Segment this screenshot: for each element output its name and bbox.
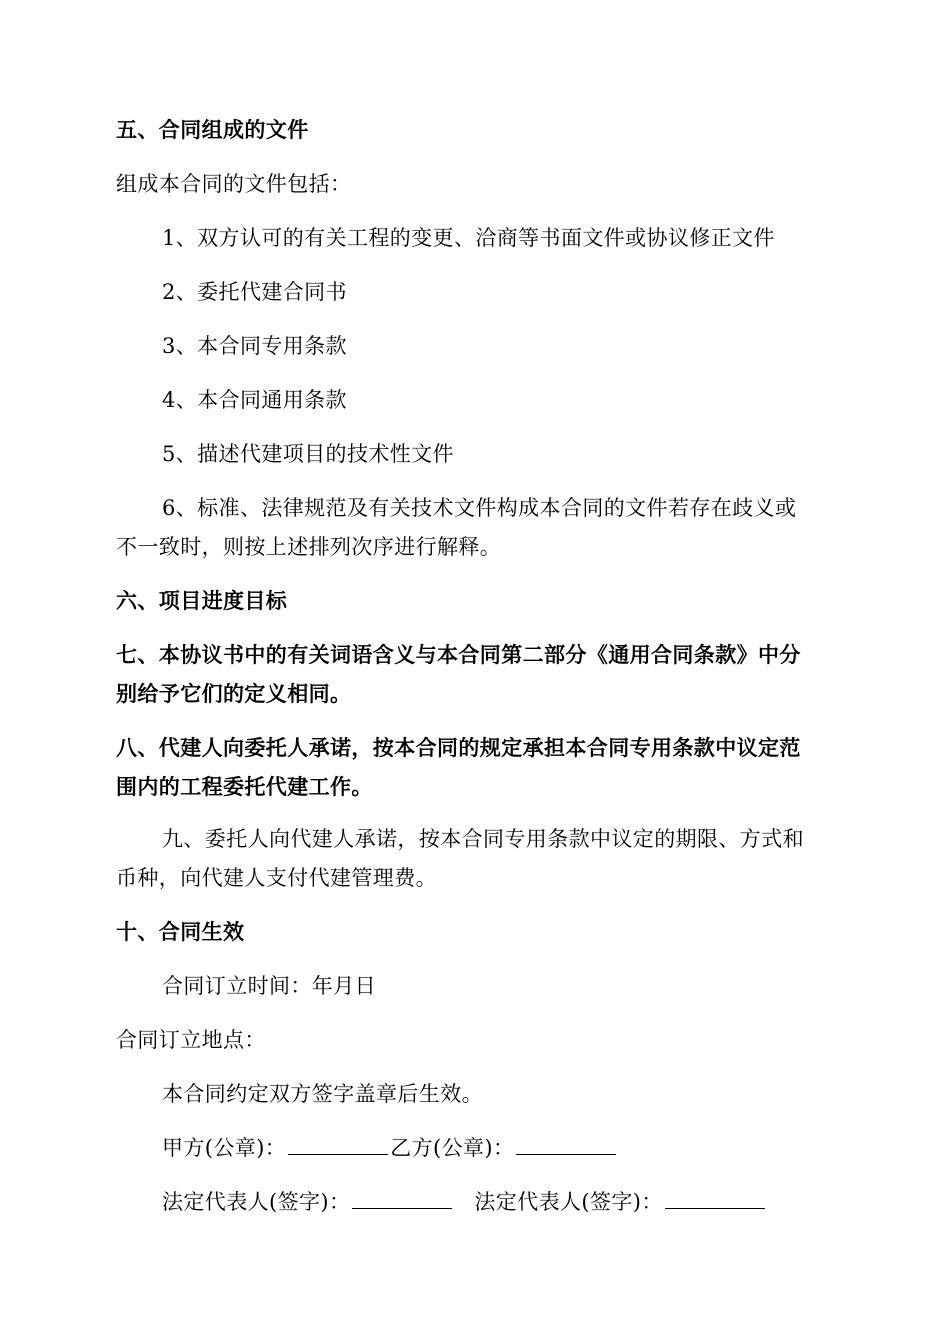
list-item: 3、本合同专用条款 [162,334,347,358]
section-7-line-2: 别给予它们的定义相同。 [116,682,352,706]
section-5-intro: 组成本合同的文件包括： [116,172,352,196]
party-a-seal-blank [288,1136,388,1155]
list-item: 5、描述代建项目的技术性文件 [162,442,454,466]
rep-b-blank [665,1190,765,1209]
section-8-line-2: 围内的工程委托代建工作。 [116,775,373,799]
section-5-heading: 五、合同组成的文件 [116,118,309,142]
party-b-seal-blank [516,1136,616,1155]
list-item: 1、双方认可的有关工程的变更、洽商等书面文件或协议修正文件 [162,226,775,250]
rep-a-blank [352,1190,452,1209]
list-item: 4、本合同通用条款 [162,388,347,412]
party-a-seal-label: 甲方(公章)： [162,1136,287,1160]
section-10-heading: 十、合同生效 [116,920,245,944]
sign-time: 合同订立时间：年月日 [162,974,376,998]
section-7-line-1: 七、本协议书中的有关词语含义与本合同第二部分《通用合同条款》中分 [116,643,801,667]
effect-clause: 本合同约定双方签字盖章后生效。 [162,1082,483,1106]
section-9-line-2: 币种，向代建人支付代建管理费。 [116,866,437,890]
section-9-line-1: 九、委托人向代建人承诺，按本合同专用条款中议定的期限、方式和 [162,827,804,851]
list-item-6-line-2: 不一致时，则按上述排列次序进行解释。 [116,535,502,559]
seal-row [162,1134,618,1162]
list-item: 2、委托代建合同书 [162,280,347,304]
list-item-6-line-1: 6、标准、法律规范及有关技术文件构成本合同的文件若存在歧义或 [162,496,797,520]
section-8-line-1: 八、代建人向委托人承诺，按本合同的规定承担本合同专用条款中议定范 [116,736,801,760]
section-6-heading: 六、项目进度目标 [116,589,288,613]
party-b-seal-label: 乙方(公章)： [390,1136,515,1160]
rep-a-label: 法定代表人(签字)： [162,1190,351,1214]
rep-b-label: 法定代表人(签字)： [474,1190,663,1214]
representative-row [162,1188,767,1216]
sign-place: 合同订立地点： [116,1028,266,1052]
